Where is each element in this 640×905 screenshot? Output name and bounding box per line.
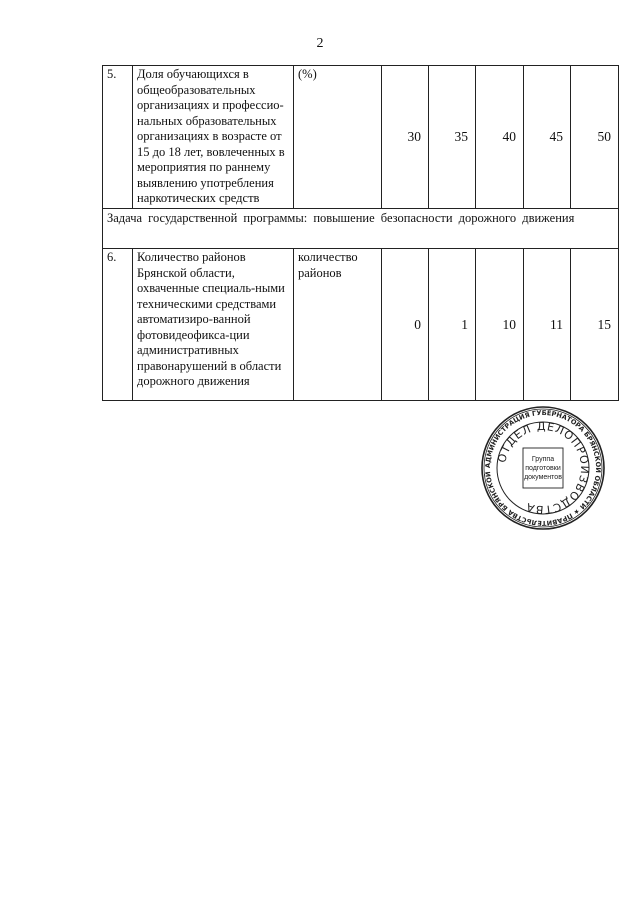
value-cell: 15 (571, 249, 619, 401)
value-cell: 0 (382, 249, 429, 401)
value-cell: 30 (382, 66, 429, 209)
table-row (103, 208, 619, 249)
task-heading: Задача государственной программы: повышение безопасности дорожного движения (103, 208, 619, 249)
official-stamp (480, 405, 606, 531)
page-number: 2 (316, 36, 324, 51)
svg-text:ОТДЕЛ ДЕЛОПРОИЗВОДСТВА: ОТДЕЛ ДЕЛОПРОИЗВОДСТВА (495, 419, 592, 517)
row-index: 5. (103, 66, 133, 209)
indicators-table (102, 65, 619, 401)
value-cell: 10 (476, 249, 524, 401)
value-cell: 40 (476, 66, 524, 209)
svg-text:Группаподготовкидокументов: Группа подготовки документов (524, 456, 562, 481)
value-cell: 50 (571, 66, 619, 209)
value-cell: 11 (524, 249, 571, 401)
value-cell: 1 (429, 249, 476, 401)
indicator-name: Доля обучающихся в общеобразовательных организациях и профессио-нальных образовательных организациях в возрасте от 15 до 18 лет, вовлеченных в мероприятия по раннему выявлению употребления наркотических средств (133, 66, 294, 209)
stamp-seal-icon (480, 405, 606, 531)
unit-cell: количество районов (294, 249, 382, 401)
unit-cell: (%) (294, 66, 382, 209)
value-cell: 35 (429, 66, 476, 209)
table-row (103, 66, 619, 209)
svg-text:АДМИНИСТРАЦИЯ ГУБЕРНАТОРА БРЯН: АДМИНИСТРАЦИЯ ГУБЕРНАТОРА БРЯНСКОЙ ОБЛАСТИ ★ ПРАВИТЕЛЬСТВА БРЯНСКОЙ (483, 408, 603, 528)
table-row (103, 249, 619, 401)
row-index: 6. (103, 249, 133, 401)
value-cell: 45 (524, 66, 571, 209)
indicator-name: Количество районов Брянской области, охваченные специаль-ными техническими средствами автоматизиро-ванной фотовидеофикса-ции административных правонарушений в области дорожного движения (133, 249, 294, 401)
